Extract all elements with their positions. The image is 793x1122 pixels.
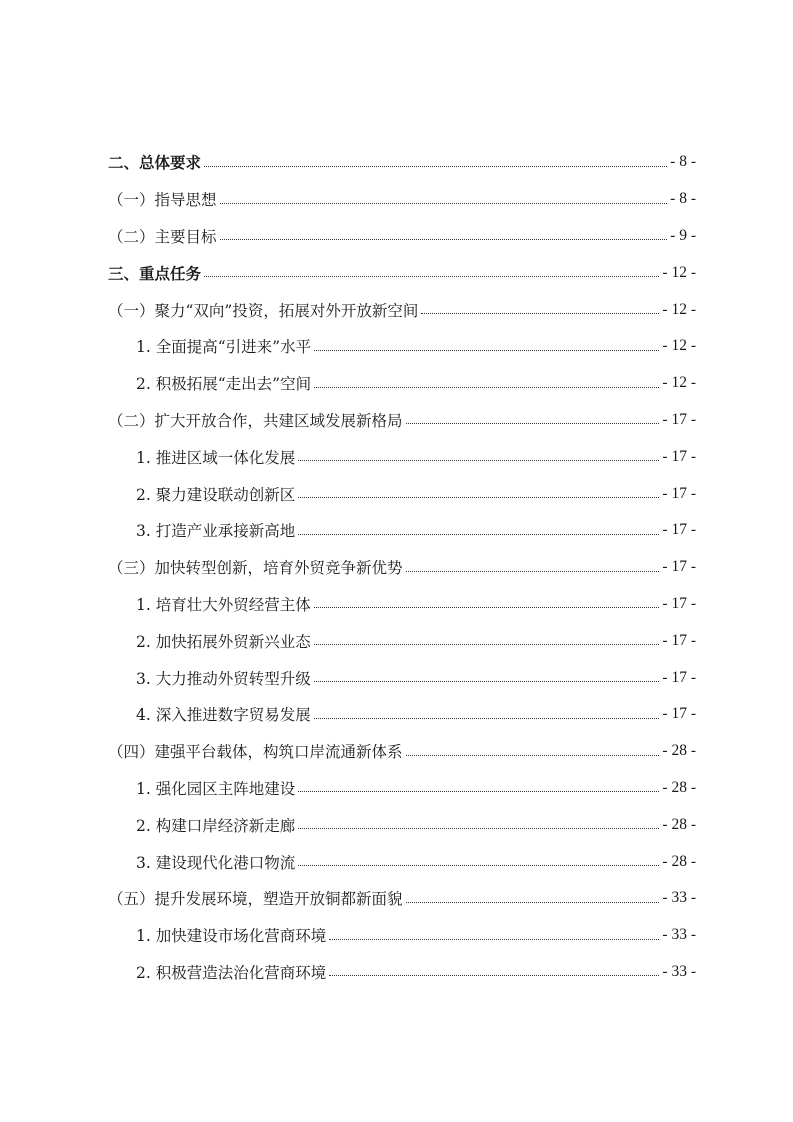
toc-page-number: - 28 - <box>662 815 696 833</box>
toc-entry[interactable] <box>0 954 793 991</box>
toc-page-number: - 33 - <box>662 926 696 944</box>
toc-entry[interactable] <box>0 586 793 623</box>
toc-entry[interactable] <box>0 475 793 512</box>
dot-leader <box>421 313 659 314</box>
dot-leader <box>406 423 660 424</box>
toc-entry[interactable] <box>0 806 793 843</box>
dot-leader <box>204 276 659 277</box>
toc-page-number: - 17 - <box>662 558 696 576</box>
toc-entry-title: 3. 大力推动外贸转型升级 <box>136 669 311 688</box>
toc-entry-title: 1. 强化园区主阵地建设 <box>136 779 296 798</box>
dot-leader <box>406 571 660 572</box>
dot-leader <box>204 166 667 167</box>
table-of-contents <box>0 144 793 990</box>
toc-entry-title: （二）主要目标 <box>108 227 217 246</box>
toc-entry-title: （三）加快转型创新，培育外贸竞争新优势 <box>108 559 403 578</box>
toc-page-number: - 17 - <box>662 484 696 502</box>
toc-entry-title: 3. 建设现代化港口物流 <box>136 853 296 872</box>
toc-page-number: - 17 - <box>662 447 696 465</box>
toc-entry-title: 1. 加快建设市场化营商环境 <box>136 927 327 946</box>
toc-entry[interactable] <box>0 181 793 218</box>
toc-page-number: - 17 - <box>662 521 696 539</box>
dot-leader <box>314 350 659 351</box>
toc-entry[interactable] <box>0 254 793 291</box>
toc-entry-title: 3. 打造产业承接新高地 <box>136 522 296 541</box>
toc-entry[interactable] <box>0 291 793 328</box>
toc-page-number: - 12 - <box>662 263 696 281</box>
toc-entry[interactable] <box>0 365 793 402</box>
toc-entry-title: （五）提升发展环境，塑造开放铜都新面貌 <box>108 890 403 909</box>
toc-entry[interactable] <box>0 549 793 586</box>
toc-entry-title: 2. 聚力建设联动创新区 <box>136 485 296 504</box>
toc-entry[interactable] <box>0 402 793 439</box>
dot-leader <box>298 865 659 866</box>
toc-entry-title: 1. 培育壮大外贸经营主体 <box>136 595 311 614</box>
toc-entry[interactable] <box>0 512 793 549</box>
dot-leader <box>220 203 668 204</box>
dot-leader <box>298 791 659 792</box>
toc-page-number: - 33 - <box>662 889 696 907</box>
toc-entry-title: 1. 全面提高“引进来”水平 <box>136 338 312 357</box>
toc-entry-title: （二）扩大开放合作，共建区域发展新格局 <box>108 411 403 430</box>
dot-leader <box>314 387 659 388</box>
toc-entry-title: 4. 深入推进数字贸易发展 <box>136 706 311 725</box>
toc-page-number: - 17 - <box>662 668 696 686</box>
toc-entry[interactable] <box>0 438 793 475</box>
toc-entry[interactable] <box>0 696 793 733</box>
toc-entry[interactable] <box>0 733 793 770</box>
dot-leader <box>298 534 659 535</box>
toc-entry-title: 二、总体要求 <box>108 154 202 173</box>
toc-entry-title: 1. 推进区域一体化发展 <box>136 448 296 467</box>
dot-leader <box>314 718 660 719</box>
toc-page-number: - 12 - <box>662 374 696 392</box>
toc-page-number: - 9 - <box>670 226 696 244</box>
toc-entry[interactable] <box>0 843 793 880</box>
toc-entry[interactable] <box>0 659 793 696</box>
dot-leader <box>314 681 660 682</box>
toc-page-number: - 12 - <box>662 337 696 355</box>
dot-leader <box>298 460 659 461</box>
toc-entry[interactable] <box>0 218 793 255</box>
toc-entry-title: （一）聚力“双向”投资，拓展对外开放新空间 <box>108 301 419 320</box>
toc-page-number: - 17 - <box>662 631 696 649</box>
toc-entry-title: 2. 积极拓展“走出去”空间 <box>136 375 312 394</box>
toc-page-number: - 17 - <box>662 705 696 723</box>
toc-entry[interactable] <box>0 328 793 365</box>
toc-entry-title: 2. 加快拓展外贸新兴业态 <box>136 632 311 651</box>
dot-leader <box>314 607 660 608</box>
toc-entry[interactable] <box>0 770 793 807</box>
toc-page-number: - 28 - <box>662 778 696 796</box>
toc-entry[interactable] <box>0 622 793 659</box>
toc-entry[interactable] <box>0 880 793 917</box>
dot-leader <box>329 975 659 976</box>
toc-entry-title: 2. 构建口岸经济新走廊 <box>136 816 296 835</box>
toc-entry[interactable] <box>0 144 793 181</box>
dot-leader <box>314 644 660 645</box>
dot-leader <box>298 828 659 829</box>
dot-leader <box>406 755 660 756</box>
toc-page-number: - 8 - <box>670 190 696 208</box>
toc-entry-title: 2. 积极营造法治化营商环境 <box>136 963 327 982</box>
toc-page-number: - 12 - <box>662 300 696 318</box>
toc-page-number: - 17 - <box>662 410 696 428</box>
dot-leader <box>298 497 659 498</box>
toc-page-number: - 28 - <box>662 852 696 870</box>
toc-entry-title: （四）建强平台载体，构筑口岸流通新体系 <box>108 743 403 762</box>
toc-entry[interactable] <box>0 917 793 954</box>
dot-leader <box>220 239 668 240</box>
toc-page-number: - 17 - <box>662 594 696 612</box>
toc-page-number: - 8 - <box>670 153 696 171</box>
dot-leader <box>406 902 660 903</box>
dot-leader <box>329 939 659 940</box>
toc-entry-title: （一）指导思想 <box>108 191 217 210</box>
toc-entry-title: 三、重点任务 <box>108 264 202 283</box>
toc-page-number: - 33 - <box>662 962 696 980</box>
toc-page-number: - 28 - <box>662 742 696 760</box>
